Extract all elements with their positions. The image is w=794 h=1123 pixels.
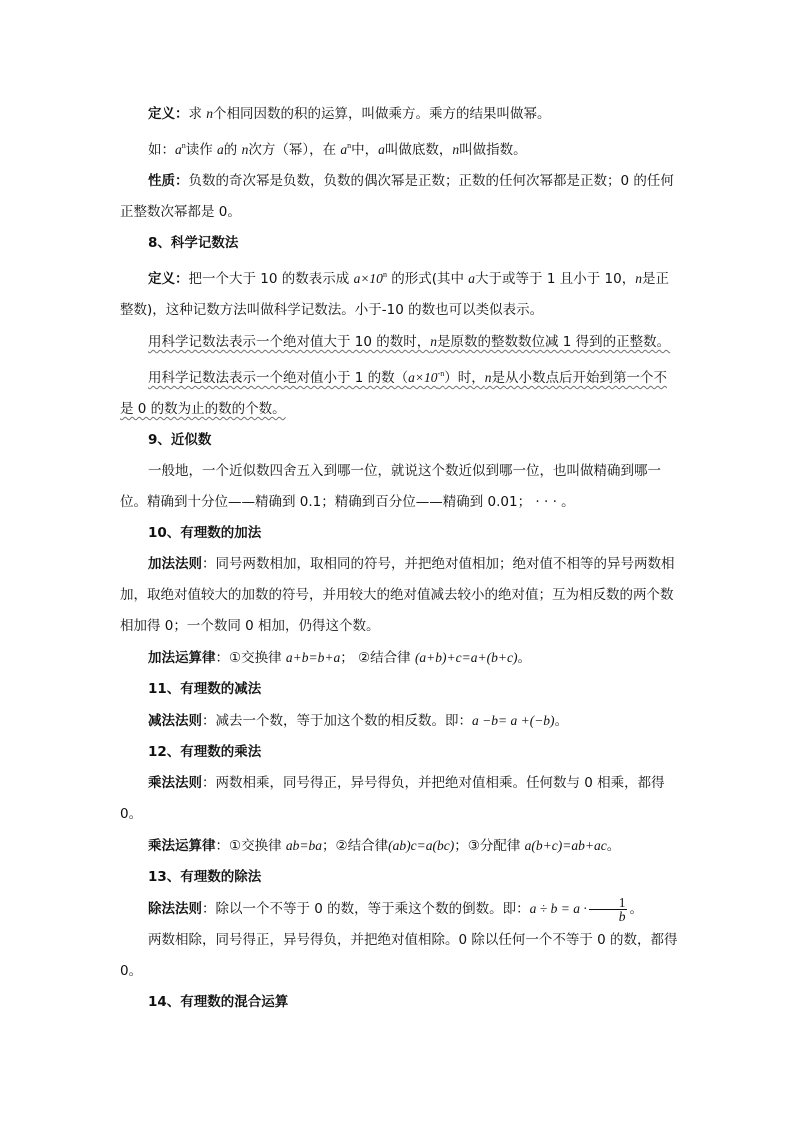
multiplication-laws: 乘法运算律：①交换律 ab=ba；②结合律(ab)c=a(bc)；③分配律 a(b+c)=ab+ac。 — [148, 838, 621, 854]
property-label: 性质： — [148, 173, 189, 189]
section-10-title: 10、有理数的加法 — [148, 525, 262, 541]
definition-label: 定义： — [148, 106, 189, 122]
multiplication-rule: 乘法法则：两数相乘，同号得正，异号得负，并把绝对值相乘。任何数与 0 相乘，都得 0。 — [120, 775, 665, 822]
division-rule: 除法法则：除以一个不等于 0 的数，等于乘这个数的倒数。即：a ÷ b = a · $\frac{1}{b}$ 。 — [148, 894, 643, 924]
scientific-notation-rule-1: 用科学记数法表示一个绝对值大于 10 的数时，n是原数的整数数位减 1 得到的正整数。 — [148, 334, 671, 350]
section-14-title: 14、有理数的混合运算 — [148, 994, 289, 1010]
section-11-title: 11、有理数的减法 — [148, 681, 262, 697]
scientific-notation-rule-2: 用科学记数法表示一个绝对值小于 1 的数$(a\times 10^{-n})$时，n是从小数点后开始到第一个不是 0 的数为止的数的个数。 — [120, 369, 667, 417]
example-line: 如：$a^n$读作 a的 n次方（幂），在 $a^n$中，a叫做底数，n叫做指数。 — [148, 141, 527, 158]
property-line: 性质：负数的奇次幂是负数，负数的偶次幂是正数；正数的任何次幂都是正数；0 的任何正整数次幂都是 0。 — [120, 173, 674, 220]
section-12-title: 12、有理数的乘法 — [148, 744, 262, 760]
scientific-notation-definition: 定义：把一个大于 10 的数表示成 $a\times 10^n$ 的形式(其中 a大于或等于 1 且小于 10，n是正整数)，这种记数方法叫做科学记数法。小于-10 的数也可以类似表示。 — [120, 270, 669, 318]
definition-power: 定义：求 n个相同因数的积的运算，叫做乘方。乘方的结果叫做幂。 — [148, 106, 551, 122]
addition-rule: 加法法则：同号两数相加，取相同的符号，并把绝对值相加；绝对值不相等的异号两数相加，取绝对值较大的加数的符号，并用较大的绝对值减去较小的绝对值；互为相反数的两个数相加得 0；一个数同 0 相加，仍得这个数。 — [120, 556, 675, 634]
subtraction-rule: 减法法则：减去一个数，等于加这个数的相反数。即：a −b= a +(−b)。 — [148, 713, 569, 729]
section-13-title: 13、有理数的除法 — [148, 869, 262, 885]
section-9-title: 9、近似数 — [148, 432, 212, 448]
approximate-number-text: 一般地，一个近似数四舍五入到哪一位，就说这个数近似到哪一位，也叫做精确到哪一位。精确到十分位——精确到 0.1；精确到百分位——精确到 0.01； · · · 。 — [120, 463, 661, 510]
fraction-one-over-b: $\frac{1}{b}$ — [589, 896, 628, 923]
addition-laws: 加法运算律：①交换律 a+b=b+a； ②结合律 (a+b)+c=a+(b+c)。 — [148, 650, 531, 666]
document-body — [120, 98, 680, 1018]
section-8-title: 8、科学记数法 — [148, 235, 239, 251]
division-text: 两数相除，同号得正，异号得负，并把绝对值相除。0 除以任何一个不等于 0 的数，都得 0。 — [120, 932, 678, 979]
